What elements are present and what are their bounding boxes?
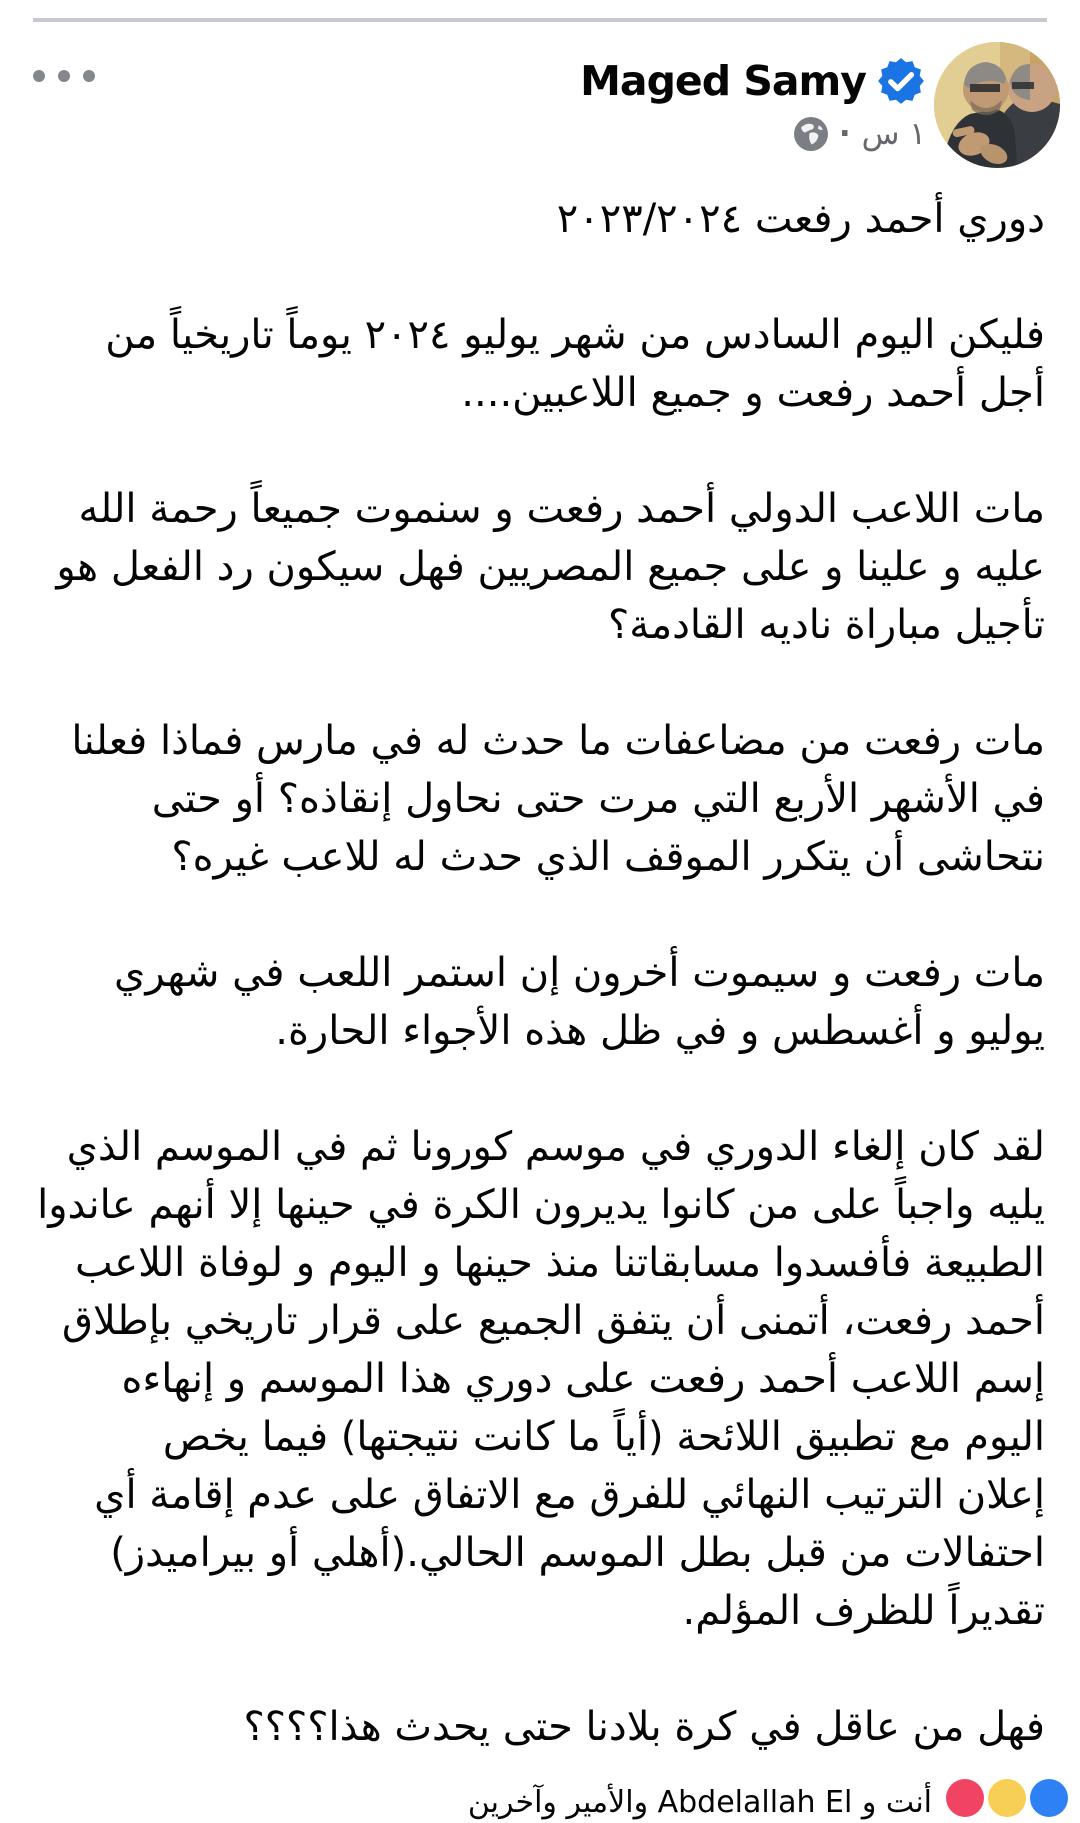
author-block: [580, 56, 926, 154]
post-text-line: إعلان الترتيب النهائي للفرق مع الاتفاق على عدم إقامة أي: [94, 1472, 1045, 1518]
post-text-line: يليه واجباً على من كانوا يديرون الكرة في حينها إلا أنهم عاندوا: [37, 1182, 1045, 1228]
post-paragraph: [35, 712, 1045, 886]
post-text-line: دوري أحمد رفعت ٢٠٢٣/٢٠٢٤: [556, 196, 1045, 242]
post-text-line: إسم اللاعب أحمد رفعت على دوري هذا الموسم و إنهاءه: [121, 1356, 1045, 1402]
post-paragraph: [35, 944, 1045, 1060]
post-paragraph: [35, 190, 1045, 248]
post-content: [35, 190, 1045, 1756]
avatar-photo: [934, 42, 1060, 168]
care-reaction-icon[interactable]: [988, 1779, 1026, 1817]
post-text-line: في الأشهر الأربع التي مرت حتى نحاول إنقاذه؟ أو حتى: [151, 776, 1045, 822]
post-text-line: فهل من عاقل في كرة بلادنا حتى يحدث هذا؟؟؟؟: [243, 1704, 1045, 1750]
like-reaction-icon[interactable]: [1030, 1779, 1068, 1817]
post-text-line: لقد كان إلغاء الدوري في موسم كورونا ثم في الموسم الذي: [66, 1124, 1045, 1170]
post-text-line: فليكن اليوم السادس من شهر يوليو ٢٠٢٤ يوماً تاريخياً من: [105, 312, 1045, 358]
author-name[interactable]: Maged Samy: [580, 57, 866, 105]
more-options-icon: [33, 70, 45, 82]
post-text-line: أحمد رفعت، أتمنى أن يتفق الجميع على قرار تاريخي بإطلاق: [61, 1298, 1045, 1344]
author-name-row: [580, 56, 926, 106]
more-options-icon: [83, 70, 95, 82]
post-text-line: تأجيل مباراة ناديه القادمة؟: [608, 602, 1045, 648]
post-text-line: عليه و علينا و على جميع المصريين فهل سيكون رد الفعل هو: [56, 544, 1045, 590]
love-reaction-icon[interactable]: [946, 1779, 984, 1817]
post-paragraph: [35, 1698, 1045, 1756]
more-options-icon: [58, 70, 70, 82]
profile-avatar[interactable]: [934, 42, 1060, 168]
post-text-line: الطبيعة فأفسدوا مسابقاتنا منذ حينها و اليوم و لوفاة اللاعب: [74, 1240, 1045, 1286]
post-meta-row: [580, 114, 926, 154]
globe-privacy-icon: [794, 117, 828, 151]
post-paragraph: [35, 1118, 1045, 1640]
post-text-line: أجل أحمد رفعت و جميع اللاعبين....: [461, 370, 1045, 416]
post-text-line: احتفالات من قبل بطل الموسم الحالي.(أهلي أو بيراميدز): [110, 1530, 1045, 1576]
post-text-line: اليوم مع تطبيق اللائحة (أياً ما كانت نتيجتها) فيما يخص: [162, 1414, 1045, 1460]
meta-separator: ·: [838, 116, 851, 152]
timestamp[interactable]: ١ س: [861, 116, 926, 152]
more-options-button[interactable]: [33, 70, 95, 82]
post-text-line: مات رفعت و سيموت أخرون إن استمر اللعب في شهري: [114, 950, 1045, 996]
post-text-line: مات رفعت من مضاعفات ما حدث له في مارس فماذا فعلنا: [71, 718, 1045, 764]
post-text-line: تقديراً للظرف المؤلم.: [682, 1588, 1045, 1634]
reactions-bar: [468, 1779, 1068, 1823]
post-top-divider: [33, 18, 1047, 22]
post-text-line: نتحاشى أن يتكرر الموقف الذي حدث له للاعب غيره؟: [171, 834, 1045, 880]
post-paragraph: [35, 480, 1045, 654]
post-text-line: يوليو و أغسطس و في ظل هذه الأجواء الحارة.: [275, 1008, 1045, 1054]
post-text-line: مات اللاعب الدولي أحمد رفعت و سنموت جميعاً رحمة الله: [78, 486, 1045, 532]
reaction-summary-text[interactable]: أنت و Abdelallah El والأمير وآخرين: [467, 1785, 932, 1820]
post-paragraph: [35, 306, 1045, 422]
verified-badge-icon: [876, 56, 926, 106]
